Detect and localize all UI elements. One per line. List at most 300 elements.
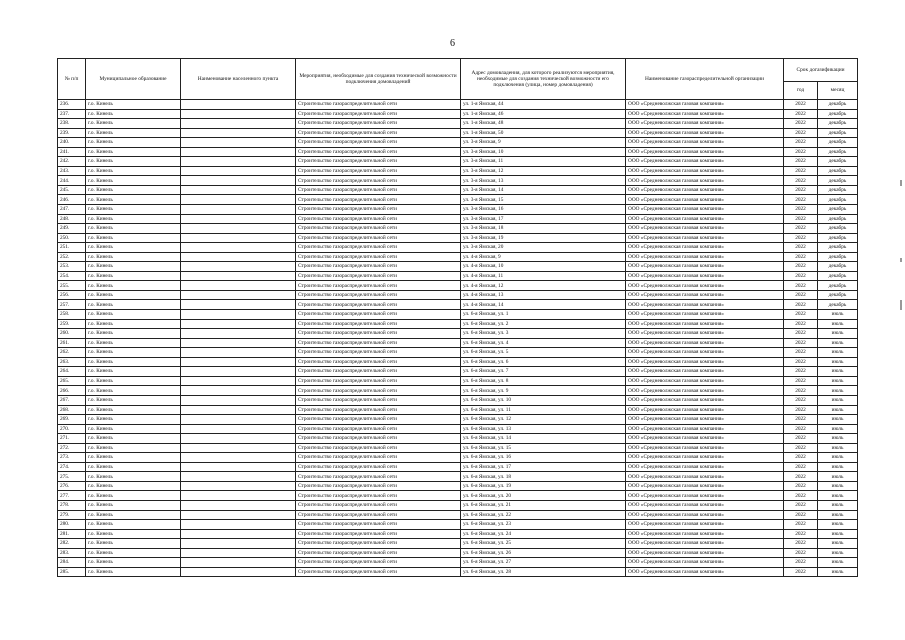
cell-org: ООО «Средневолжская газовая компания» bbox=[626, 166, 784, 176]
table-row bbox=[58, 100, 858, 110]
cell-month: декабрь bbox=[818, 195, 858, 205]
cell-measure: Строительство газораспределительной сети bbox=[296, 472, 461, 482]
cell-municipality: г.о. Кинель bbox=[86, 424, 181, 434]
table-row bbox=[58, 300, 858, 310]
cell-month: декабрь bbox=[818, 233, 858, 243]
cell-municipality: г.о. Кинель bbox=[86, 319, 181, 329]
cell-num: 270. bbox=[58, 424, 86, 434]
cell-month: июль bbox=[818, 338, 858, 348]
cell-org: ООО «Средневолжская газовая компания» bbox=[626, 548, 784, 558]
cell-org: ООО «Средневолжская газовая компания» bbox=[626, 262, 784, 272]
cell-org: ООО «Средневолжская газовая компания» bbox=[626, 300, 784, 310]
cell-measure: Строительство газораспределительной сети bbox=[296, 319, 461, 329]
cell-num: 280. bbox=[58, 520, 86, 530]
cell-measure: Строительство газораспределительной сети bbox=[296, 100, 461, 110]
cell-municipality: г.о. Кинель bbox=[86, 119, 181, 129]
table-row bbox=[58, 138, 858, 148]
cell-settlement bbox=[181, 338, 296, 348]
cell-measure: Строительство газораспределительной сети bbox=[296, 119, 461, 129]
cell-measure: Строительство газораспределительной сети bbox=[296, 109, 461, 119]
cell-year: 2022 bbox=[784, 472, 818, 482]
cell-month: июль bbox=[818, 558, 858, 568]
cell-month: июль bbox=[818, 424, 858, 434]
cell-measure: Строительство газораспределительной сети bbox=[296, 462, 461, 472]
cell-num: 262. bbox=[58, 348, 86, 358]
cell-settlement bbox=[181, 300, 296, 310]
cell-org: ООО «Средневолжская газовая компания» bbox=[626, 243, 784, 253]
cell-settlement bbox=[181, 138, 296, 148]
cell-municipality: г.о. Кинель bbox=[86, 491, 181, 501]
cell-num: 276. bbox=[58, 481, 86, 491]
cell-org: ООО «Средневолжская газовая компания» bbox=[626, 462, 784, 472]
table-row bbox=[58, 386, 858, 396]
cell-year: 2022 bbox=[784, 185, 818, 195]
cell-year: 2022 bbox=[784, 386, 818, 396]
cell-num: 283. bbox=[58, 548, 86, 558]
cell-org: ООО «Средневолжская газовая компания» bbox=[626, 529, 784, 539]
cell-year: 2022 bbox=[784, 548, 818, 558]
cell-num: 246. bbox=[58, 195, 86, 205]
cell-measure: Строительство газораспределительной сети bbox=[296, 434, 461, 444]
cell-address: ул. 6-я Ямская, ул. 10 bbox=[461, 395, 626, 405]
table-row bbox=[58, 348, 858, 358]
cell-month: декабрь bbox=[818, 157, 858, 167]
cell-municipality: г.о. Кинель bbox=[86, 329, 181, 339]
cell-settlement bbox=[181, 224, 296, 234]
cell-municipality: г.о. Кинель bbox=[86, 367, 181, 377]
cell-measure: Строительство газораспределительной сети bbox=[296, 166, 461, 176]
cell-municipality: г.о. Кинель bbox=[86, 243, 181, 253]
cell-address: ул. 3-я Ямская, 18 bbox=[461, 224, 626, 234]
cell-month: июль bbox=[818, 510, 858, 520]
cell-measure: Строительство газораспределительной сети bbox=[296, 176, 461, 186]
cell-month: декабрь bbox=[818, 271, 858, 281]
table-row bbox=[58, 415, 858, 425]
cell-settlement bbox=[181, 558, 296, 568]
table-row bbox=[58, 262, 858, 272]
cell-measure: Строительство газораспределительной сети bbox=[296, 415, 461, 425]
cell-measure: Строительство газораспределительной сети bbox=[296, 262, 461, 272]
cell-year: 2022 bbox=[784, 338, 818, 348]
cell-settlement bbox=[181, 205, 296, 215]
cell-month: июль bbox=[818, 481, 858, 491]
cell-org: ООО «Средневолжская газовая компания» bbox=[626, 348, 784, 358]
cell-municipality: г.о. Кинель bbox=[86, 281, 181, 291]
cell-municipality: г.о. Кинель bbox=[86, 271, 181, 281]
cell-num: 239. bbox=[58, 128, 86, 138]
cell-settlement bbox=[181, 252, 296, 262]
cell-year: 2022 bbox=[784, 539, 818, 549]
cell-measure: Строительство газораспределительной сети bbox=[296, 424, 461, 434]
cell-num: 284. bbox=[58, 558, 86, 568]
cell-address: ул. 3-я Ямская, 20 bbox=[461, 243, 626, 253]
cell-measure: Строительство газораспределительной сети bbox=[296, 491, 461, 501]
cell-municipality: г.о. Кинель bbox=[86, 500, 181, 510]
cell-measure: Строительство газораспределительной сети bbox=[296, 224, 461, 234]
cell-year: 2022 bbox=[784, 224, 818, 234]
cell-municipality: г.о. Кинель bbox=[86, 510, 181, 520]
cell-address: ул. 3-я Ямская, 9 bbox=[461, 138, 626, 148]
cell-settlement bbox=[181, 395, 296, 405]
cell-org: ООО «Средневолжская газовая компания» bbox=[626, 109, 784, 119]
cell-municipality: г.о. Кинель bbox=[86, 176, 181, 186]
table-row bbox=[58, 395, 858, 405]
cell-num: 258. bbox=[58, 310, 86, 320]
cell-year: 2022 bbox=[784, 415, 818, 425]
cell-org: ООО «Средневолжская газовая компания» bbox=[626, 376, 784, 386]
cell-month: декабрь bbox=[818, 100, 858, 110]
cell-address: ул. 1-я Ямская, 44 bbox=[461, 100, 626, 110]
cell-org: ООО «Средневолжская газовая компания» bbox=[626, 147, 784, 157]
cell-month: июль bbox=[818, 415, 858, 425]
cell-num: 281. bbox=[58, 529, 86, 539]
cell-municipality: г.о. Кинель bbox=[86, 386, 181, 396]
cell-month: декабрь bbox=[818, 176, 858, 186]
cell-org: ООО «Средневолжская газовая компания» bbox=[626, 386, 784, 396]
cell-org: ООО «Средневолжская газовая компания» bbox=[626, 281, 784, 291]
cell-municipality: г.о. Кинель bbox=[86, 405, 181, 415]
cell-settlement bbox=[181, 424, 296, 434]
cell-municipality: г.о. Кинель bbox=[86, 529, 181, 539]
table-row bbox=[58, 195, 858, 205]
cell-year: 2022 bbox=[784, 567, 818, 577]
cell-num: 278. bbox=[58, 500, 86, 510]
cell-address: ул. 4-я Ямская, 12 bbox=[461, 281, 626, 291]
cell-address: ул. 3-я Ямская, 19 bbox=[461, 233, 626, 243]
table-row bbox=[58, 166, 858, 176]
cell-address: ул. 3-я Ямская, 11 bbox=[461, 157, 626, 167]
cell-year: 2022 bbox=[784, 558, 818, 568]
cell-year: 2022 bbox=[784, 529, 818, 539]
cell-settlement bbox=[181, 357, 296, 367]
cell-municipality: г.о. Кинель bbox=[86, 395, 181, 405]
header-deadline: Срок догазификации bbox=[784, 59, 858, 82]
cell-num: 245. bbox=[58, 185, 86, 195]
cell-municipality: г.о. Кинель bbox=[86, 262, 181, 272]
cell-org: ООО «Средневолжская газовая компания» bbox=[626, 491, 784, 501]
table-row bbox=[58, 367, 858, 377]
table-row bbox=[58, 214, 858, 224]
cell-year: 2022 bbox=[784, 395, 818, 405]
cell-address: ул. 6-я Ямская, ул. 14 bbox=[461, 434, 626, 444]
cell-settlement bbox=[181, 434, 296, 444]
table-row bbox=[58, 567, 858, 577]
cell-org: ООО «Средневолжская газовая компания» bbox=[626, 367, 784, 377]
cell-year: 2022 bbox=[784, 205, 818, 215]
cell-municipality: г.о. Кинель bbox=[86, 338, 181, 348]
cell-municipality: г.о. Кинель bbox=[86, 157, 181, 167]
cell-municipality: г.о. Кинель bbox=[86, 415, 181, 425]
cell-num: 252. bbox=[58, 252, 86, 262]
cell-year: 2022 bbox=[784, 329, 818, 339]
cell-org: ООО «Средневолжская газовая компания» bbox=[626, 443, 784, 453]
table-row bbox=[58, 233, 858, 243]
cell-num: 263. bbox=[58, 357, 86, 367]
cell-num: 259. bbox=[58, 319, 86, 329]
cell-month: июль bbox=[818, 472, 858, 482]
cell-settlement bbox=[181, 271, 296, 281]
table-row bbox=[58, 109, 858, 119]
cell-month: июль bbox=[818, 348, 858, 358]
cell-num: 241. bbox=[58, 147, 86, 157]
cell-org: ООО «Средневолжская газовая компания» bbox=[626, 338, 784, 348]
cell-year: 2022 bbox=[784, 310, 818, 320]
table-row bbox=[58, 147, 858, 157]
cell-year: 2022 bbox=[784, 405, 818, 415]
cell-month: декабрь bbox=[818, 109, 858, 119]
table-row bbox=[58, 319, 858, 329]
cell-settlement bbox=[181, 491, 296, 501]
table-row bbox=[58, 443, 858, 453]
cell-measure: Строительство газораспределительной сети bbox=[296, 157, 461, 167]
cell-address: ул. 3-я Ямская, 13 bbox=[461, 176, 626, 186]
table-row bbox=[58, 338, 858, 348]
cell-year: 2022 bbox=[784, 319, 818, 329]
cell-month: июль bbox=[818, 520, 858, 530]
cell-measure: Строительство газораспределительной сети bbox=[296, 205, 461, 215]
cell-num: 271. bbox=[58, 434, 86, 444]
cell-org: ООО «Средневолжская газовая компания» bbox=[626, 472, 784, 482]
cell-settlement bbox=[181, 520, 296, 530]
cell-municipality: г.о. Кинель bbox=[86, 348, 181, 358]
scan-edge-mark bbox=[900, 300, 902, 310]
cell-settlement bbox=[181, 262, 296, 272]
page-number: 6 bbox=[450, 38, 455, 49]
cell-org: ООО «Средневолжская газовая компания» bbox=[626, 500, 784, 510]
cell-settlement bbox=[181, 481, 296, 491]
cell-month: декабрь bbox=[818, 147, 858, 157]
table-row bbox=[58, 224, 858, 234]
cell-settlement bbox=[181, 310, 296, 320]
cell-measure: Строительство газораспределительной сети bbox=[296, 405, 461, 415]
cell-year: 2022 bbox=[784, 290, 818, 300]
cell-num: 261. bbox=[58, 338, 86, 348]
table-header bbox=[58, 59, 858, 100]
cell-address: ул. 6-я Ямская, ул. 28 bbox=[461, 567, 626, 577]
cell-year: 2022 bbox=[784, 367, 818, 377]
cell-settlement bbox=[181, 405, 296, 415]
cell-num: 250. bbox=[58, 233, 86, 243]
cell-settlement bbox=[181, 195, 296, 205]
cell-year: 2022 bbox=[784, 166, 818, 176]
cell-measure: Строительство газораспределительной сети bbox=[296, 348, 461, 358]
cell-municipality: г.о. Кинель bbox=[86, 520, 181, 530]
cell-month: декабрь bbox=[818, 252, 858, 262]
cell-year: 2022 bbox=[784, 300, 818, 310]
cell-measure: Строительство газораспределительной сети bbox=[296, 138, 461, 148]
cell-municipality: г.о. Кинель bbox=[86, 290, 181, 300]
cell-num: 244. bbox=[58, 176, 86, 186]
cell-num: 285. bbox=[58, 567, 86, 577]
table-row bbox=[58, 157, 858, 167]
cell-municipality: г.о. Кинель bbox=[86, 462, 181, 472]
table-row bbox=[58, 128, 858, 138]
cell-settlement bbox=[181, 128, 296, 138]
cell-month: декабрь bbox=[818, 166, 858, 176]
table-row bbox=[58, 558, 858, 568]
cell-num: 282. bbox=[58, 539, 86, 549]
cell-org: ООО «Средневолжская газовая компания» bbox=[626, 119, 784, 129]
table-row bbox=[58, 539, 858, 549]
cell-address: ул. 6-я Ямская, ул. 24 bbox=[461, 529, 626, 539]
cell-num: 279. bbox=[58, 510, 86, 520]
cell-address: ул. 1-я Ямская, 50 bbox=[461, 128, 626, 138]
cell-municipality: г.о. Кинель bbox=[86, 128, 181, 138]
cell-org: ООО «Средневолжская газовая компания» bbox=[626, 558, 784, 568]
cell-month: июль bbox=[818, 529, 858, 539]
cell-org: ООО «Средневолжская газовая компания» bbox=[626, 310, 784, 320]
cell-settlement bbox=[181, 500, 296, 510]
cell-org: ООО «Средневолжская газовая компания» bbox=[626, 128, 784, 138]
cell-measure: Строительство газораспределительной сети bbox=[296, 214, 461, 224]
cell-month: декабрь bbox=[818, 205, 858, 215]
cell-measure: Строительство газораспределительной сети bbox=[296, 300, 461, 310]
cell-settlement bbox=[181, 185, 296, 195]
table-row bbox=[58, 500, 858, 510]
cell-month: декабрь bbox=[818, 138, 858, 148]
cell-num: 243. bbox=[58, 166, 86, 176]
cell-year: 2022 bbox=[784, 271, 818, 281]
scan-edge-mark bbox=[900, 258, 902, 262]
cell-num: 251. bbox=[58, 243, 86, 253]
cell-num: 254. bbox=[58, 271, 86, 281]
cell-address: ул. 6-я Ямская, ул. 18 bbox=[461, 472, 626, 482]
cell-measure: Строительство газораспределительной сети bbox=[296, 233, 461, 243]
cell-org: ООО «Средневолжская газовая компания» bbox=[626, 357, 784, 367]
cell-month: декабрь bbox=[818, 214, 858, 224]
cell-settlement bbox=[181, 281, 296, 291]
cell-address: ул. 6-я Ямская, ул. 27 bbox=[461, 558, 626, 568]
cell-settlement bbox=[181, 319, 296, 329]
cell-org: ООО «Средневолжская газовая компания» bbox=[626, 510, 784, 520]
cell-measure: Строительство газораспределительной сети bbox=[296, 520, 461, 530]
cell-year: 2022 bbox=[784, 233, 818, 243]
header-address: Адрес домовладения, для которого реализуются мероприятия, необходимые для создания технической возможности его подключения (улица, номер домовладения) bbox=[461, 59, 626, 100]
cell-num: 237. bbox=[58, 109, 86, 119]
cell-address: ул. 6-я Ямская, ул. 15 bbox=[461, 443, 626, 453]
header-settlement: Наименование населенного пункта bbox=[181, 59, 296, 100]
cell-num: 264. bbox=[58, 367, 86, 377]
cell-measure: Строительство газораспределительной сети bbox=[296, 453, 461, 463]
cell-month: июль bbox=[818, 548, 858, 558]
cell-municipality: г.о. Кинель bbox=[86, 434, 181, 444]
cell-year: 2022 bbox=[784, 214, 818, 224]
cell-settlement bbox=[181, 539, 296, 549]
cell-month: декабрь bbox=[818, 300, 858, 310]
table-row bbox=[58, 252, 858, 262]
table-row bbox=[58, 281, 858, 291]
cell-address: ул. 6-я Ямская, ул. 25 bbox=[461, 539, 626, 549]
cell-org: ООО «Средневолжская газовая компания» bbox=[626, 424, 784, 434]
cell-address: ул. 6-я Ямская, ул. 2 bbox=[461, 319, 626, 329]
cell-address: ул. 3-я Ямская, 15 bbox=[461, 195, 626, 205]
cell-num: 260. bbox=[58, 329, 86, 339]
cell-year: 2022 bbox=[784, 100, 818, 110]
cell-settlement bbox=[181, 233, 296, 243]
cell-settlement bbox=[181, 157, 296, 167]
cell-settlement bbox=[181, 472, 296, 482]
cell-municipality: г.о. Кинель bbox=[86, 443, 181, 453]
cell-measure: Строительство газораспределительной сети bbox=[296, 548, 461, 558]
cell-measure: Строительство газораспределительной сети bbox=[296, 500, 461, 510]
cell-org: ООО «Средневолжская газовая компания» bbox=[626, 233, 784, 243]
cell-municipality: г.о. Кинель bbox=[86, 472, 181, 482]
cell-month: июль bbox=[818, 443, 858, 453]
cell-measure: Строительство газораспределительной сети bbox=[296, 338, 461, 348]
cell-address: ул. 1-я Ямская, 46 bbox=[461, 109, 626, 119]
table-row bbox=[58, 185, 858, 195]
cell-year: 2022 bbox=[784, 434, 818, 444]
cell-month: декабрь bbox=[818, 281, 858, 291]
cell-month: июль bbox=[818, 491, 858, 501]
cell-num: 266. bbox=[58, 386, 86, 396]
cell-address: ул. 4-я Ямская, 10 bbox=[461, 262, 626, 272]
cell-org: ООО «Средневолжская газовая компания» bbox=[626, 252, 784, 262]
cell-year: 2022 bbox=[784, 520, 818, 530]
cell-settlement bbox=[181, 100, 296, 110]
cell-address: ул. 6-я Ямская, ул. 22 bbox=[461, 510, 626, 520]
cell-measure: Строительство газораспределительной сети bbox=[296, 128, 461, 138]
cell-num: 248. bbox=[58, 214, 86, 224]
table-row bbox=[58, 472, 858, 482]
cell-address: ул. 4-я Ямская, 13 bbox=[461, 290, 626, 300]
cell-year: 2022 bbox=[784, 281, 818, 291]
cell-measure: Строительство газораспределительной сети bbox=[296, 147, 461, 157]
cell-month: июль bbox=[818, 357, 858, 367]
cell-measure: Строительство газораспределительной сети bbox=[296, 271, 461, 281]
cell-settlement bbox=[181, 348, 296, 358]
table-row bbox=[58, 462, 858, 472]
cell-municipality: г.о. Кинель bbox=[86, 539, 181, 549]
cell-measure: Строительство газораспределительной сети bbox=[296, 310, 461, 320]
cell-num: 273. bbox=[58, 453, 86, 463]
cell-address: ул. 6-я Ямская, ул. 3 bbox=[461, 329, 626, 339]
cell-address: ул. 3-я Ямская, 17 bbox=[461, 214, 626, 224]
cell-org: ООО «Средневолжская газовая компания» bbox=[626, 271, 784, 281]
cell-measure: Строительство газораспределительной сети bbox=[296, 386, 461, 396]
cell-settlement bbox=[181, 176, 296, 186]
cell-measure: Строительство газораспределительной сети bbox=[296, 243, 461, 253]
cell-address: ул. 3-я Ямская, 16 bbox=[461, 205, 626, 215]
cell-address: ул. 3-я Ямская, 14 bbox=[461, 185, 626, 195]
cell-municipality: г.о. Кинель bbox=[86, 548, 181, 558]
cell-address: ул. 6-я Ямская, ул. 17 bbox=[461, 462, 626, 472]
cell-num: 275. bbox=[58, 472, 86, 482]
header-year: год bbox=[784, 82, 818, 100]
cell-org: ООО «Средневолжская газовая компания» bbox=[626, 395, 784, 405]
cell-address: ул. 4-я Ямская, 9 bbox=[461, 252, 626, 262]
cell-month: июль bbox=[818, 453, 858, 463]
cell-municipality: г.о. Кинель bbox=[86, 195, 181, 205]
cell-num: 238. bbox=[58, 119, 86, 129]
cell-month: июль bbox=[818, 367, 858, 377]
cell-settlement bbox=[181, 376, 296, 386]
cell-month: июль bbox=[818, 539, 858, 549]
cell-num: 268. bbox=[58, 405, 86, 415]
cell-year: 2022 bbox=[784, 176, 818, 186]
cell-year: 2022 bbox=[784, 510, 818, 520]
cell-org: ООО «Средневолжская газовая компания» bbox=[626, 567, 784, 577]
cell-measure: Строительство газораспределительной сети bbox=[296, 529, 461, 539]
cell-address: ул. 6-я Ямская, ул. 19 bbox=[461, 481, 626, 491]
table-row bbox=[58, 329, 858, 339]
cell-month: июль bbox=[818, 329, 858, 339]
cell-org: ООО «Средневолжская газовая компания» bbox=[626, 539, 784, 549]
cell-address: ул. 6-я Ямская, ул. 20 bbox=[461, 491, 626, 501]
cell-measure: Строительство газораспределительной сети bbox=[296, 481, 461, 491]
cell-municipality: г.о. Кинель bbox=[86, 185, 181, 195]
table-row bbox=[58, 405, 858, 415]
